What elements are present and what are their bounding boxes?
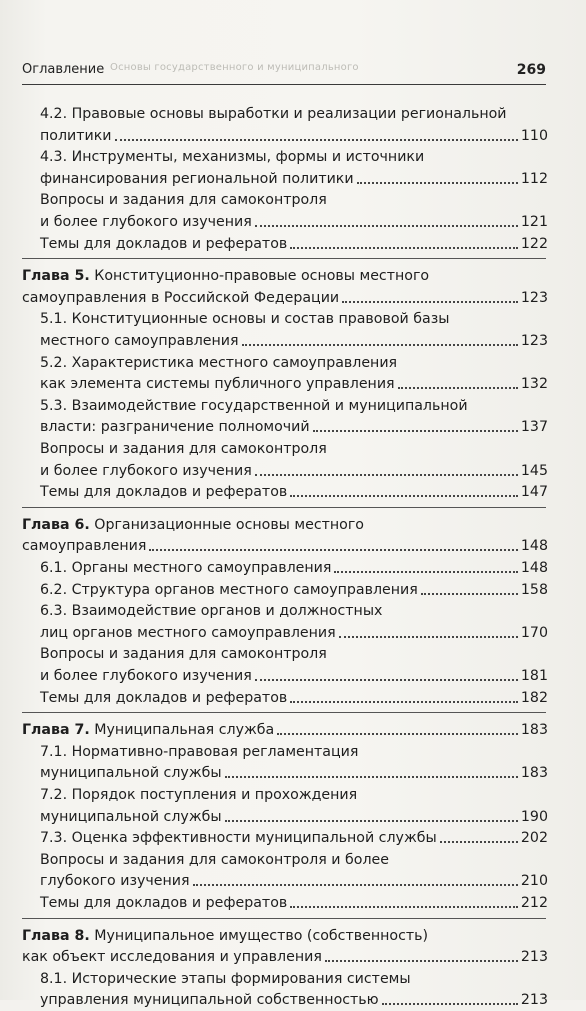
- toc-line: [40, 417, 548, 438]
- toc-text: власти: разграничение полномочий: [40, 419, 310, 436]
- toc-line: [40, 234, 548, 255]
- toc-page-number: 148: [520, 538, 548, 555]
- toc-page-number: 145: [520, 462, 548, 479]
- toc-line: [22, 720, 548, 741]
- toc-line: [40, 147, 424, 168]
- toc-page-number: 181: [520, 668, 548, 684]
- toc-page-number: 212: [520, 895, 548, 911]
- toc-line-text: [40, 603, 382, 619]
- leader-dots: [149, 536, 517, 551]
- toc-line-text: [40, 192, 327, 208]
- toc-text: 6.3. Взаимодействие органов и должностных: [40, 603, 383, 620]
- toc-text: Вопросы и задания для самоконтроля: [40, 192, 327, 209]
- toc-text: 7.2. Порядок поступления и прохождения: [40, 787, 358, 803]
- toc-line: [40, 461, 548, 482]
- leader-dots: [290, 482, 518, 497]
- toc-text: глубокого изучения: [40, 873, 190, 890]
- toc-text: 7.1. Нормативно-правовая регламентация: [40, 743, 359, 760]
- toc-line-text: [40, 441, 327, 457]
- toc-line-text: [40, 169, 354, 190]
- toc-line: [40, 439, 327, 460]
- leader-dots: [255, 461, 518, 476]
- toc-page-number: 121: [520, 214, 548, 230]
- bleed-through-text: Основы государственного и муниципального: [110, 62, 359, 73]
- toc-line: [40, 871, 548, 892]
- toc-text: 5.2. Характеристика местного самоуправления: [40, 354, 398, 371]
- toc-text: 6.2. Структура органов местного самоуправления: [40, 581, 418, 598]
- running-header-title: Оглавление: [22, 62, 105, 77]
- toc-line: [40, 893, 548, 914]
- leader-dots: [313, 417, 518, 432]
- toc-page-number: 183: [520, 722, 548, 739]
- toc-line: [40, 623, 548, 644]
- page-number: 269: [516, 62, 546, 78]
- leader-dots: [225, 763, 518, 778]
- toc-text: Темы для докладов и рефератов: [40, 484, 288, 501]
- toc-line-text: [40, 311, 449, 327]
- leader-dots: [290, 893, 518, 908]
- toc-page-number: 213: [520, 949, 548, 966]
- toc-text: 8.1. Исторические этапы формирования системы: [40, 970, 411, 987]
- toc-line: [40, 601, 382, 622]
- header-rule: [22, 84, 546, 85]
- toc-text: и более глубокого изучения: [40, 462, 252, 479]
- toc-text: самоуправления: [22, 538, 147, 555]
- toc-line-text: [40, 149, 424, 165]
- toc-line-text: [40, 126, 112, 147]
- toc-line: [40, 666, 548, 687]
- chapter-label: Глава 6.: [22, 516, 90, 533]
- toc-text: Конституционно-правовые основы местного: [94, 268, 430, 285]
- toc-page-number: 190: [520, 808, 548, 825]
- leader-dots: [193, 871, 518, 886]
- toc-line-text: [40, 623, 336, 644]
- toc-line-text: [40, 871, 190, 892]
- leader-dots: [334, 558, 517, 573]
- toc-line: [40, 850, 389, 871]
- toc-text: лиц органов местного самоуправления: [40, 624, 336, 641]
- toc-line-text: [40, 852, 389, 868]
- toc-page-number: 122: [520, 235, 548, 252]
- toc-page-number: 137: [520, 419, 548, 436]
- toc-text: 5.3. Взаимодействие государственной и муниципальной: [40, 397, 468, 414]
- toc-text: Организационные основы местного: [94, 516, 364, 533]
- toc-line-text: [40, 744, 358, 760]
- toc-line-text: [22, 288, 339, 309]
- toc-text: Темы для докладов и рефератов: [40, 895, 288, 911]
- toc-text: управления муниципальной собственностью: [40, 992, 379, 1009]
- toc-line-text: [40, 971, 411, 987]
- toc-line: [40, 558, 548, 579]
- toc-line: [22, 926, 428, 947]
- leader-dots: [242, 331, 518, 346]
- toc-line: [40, 169, 548, 190]
- toc-page-number: 147: [520, 484, 548, 501]
- toc-text: Муниципальное имущество (собственность): [94, 927, 429, 944]
- toc-line-text: [22, 517, 364, 533]
- toc-text: и более глубокого изучения: [40, 668, 252, 684]
- toc-page-number: 132: [520, 376, 548, 393]
- toc-page-number: 170: [520, 624, 548, 641]
- toc-text: Темы для докладов и рефератов: [40, 689, 288, 706]
- toc-line-text: [40, 374, 395, 395]
- toc-line: [40, 190, 327, 211]
- toc-line: [40, 331, 548, 352]
- toc-line: [22, 266, 429, 287]
- leader-dots: [255, 212, 518, 227]
- leader-dots: [339, 623, 518, 638]
- toc-line-text: [40, 763, 222, 784]
- toc-page-number: 213: [520, 992, 548, 1009]
- leader-dots: [255, 666, 518, 681]
- toc-text: местного самоуправления: [40, 333, 239, 349]
- toc-line: [22, 947, 548, 968]
- toc-line-text: [40, 355, 397, 371]
- leader-dots: [440, 828, 518, 843]
- toc-line-text: [40, 482, 287, 503]
- toc-line: [22, 536, 548, 557]
- toc-line-text: [40, 666, 252, 687]
- toc-page-number: 148: [520, 560, 548, 576]
- toc-line: [40, 644, 327, 665]
- leader-dots: [398, 374, 518, 389]
- toc-page-number: 123: [520, 289, 548, 306]
- toc-line: [40, 785, 357, 806]
- chapter-separator: [22, 507, 546, 508]
- toc-text: Вопросы и задания для самоконтроля: [40, 441, 327, 457]
- toc-line-text: [40, 461, 252, 482]
- toc-line: [40, 126, 548, 147]
- toc-line: [40, 353, 397, 374]
- toc-text: 5.1. Конституционные основы и состав правовой базы: [40, 311, 450, 328]
- toc-line-text: [40, 646, 327, 662]
- toc-line-text: [22, 928, 428, 944]
- toc-line: [40, 104, 507, 125]
- toc-line-text: [22, 268, 429, 284]
- toc-line-text: [22, 536, 146, 557]
- toc-line: [40, 396, 468, 417]
- toc-text: самоуправления в Российской Федерации: [22, 289, 340, 306]
- toc-text: муниципальной службы: [40, 765, 222, 782]
- toc-line-text: [22, 720, 274, 741]
- toc-text: финансирования региональной политики: [40, 170, 354, 187]
- toc-page-number: 202: [520, 830, 548, 847]
- chapter-label: Глава 5.: [22, 268, 90, 285]
- toc-line: [22, 515, 364, 536]
- toc-line: [22, 288, 548, 309]
- leader-dots: [382, 990, 518, 1005]
- chapter-label: Глава 8.: [22, 927, 90, 944]
- leader-dots: [290, 688, 518, 703]
- toc-text: Муниципальная служба: [94, 722, 275, 739]
- leader-dots: [115, 126, 518, 141]
- leader-dots: [277, 720, 518, 735]
- toc-text: как элемента системы публичного управления: [40, 376, 395, 393]
- toc-line: [40, 374, 548, 395]
- toc-text: Темы для докладов и рефератов: [40, 235, 288, 252]
- toc-page-number: 210: [520, 873, 548, 890]
- leader-dots: [325, 947, 518, 962]
- toc-line: [40, 763, 548, 784]
- toc-line-text: [40, 787, 357, 803]
- toc-line-text: [40, 688, 287, 709]
- toc-page-number: 158: [520, 581, 548, 598]
- toc-text: 6.1. Органы местного самоуправления: [40, 560, 332, 576]
- leader-dots: [225, 807, 518, 822]
- toc-line-text: [40, 331, 239, 352]
- toc-text: Вопросы и задания для самоконтроля: [40, 646, 327, 663]
- toc-text: и более глубокого изучения: [40, 214, 252, 230]
- chapter-label: Глава 7.: [22, 722, 90, 739]
- toc-page-number: 182: [520, 689, 548, 706]
- chapter-separator: [22, 712, 546, 713]
- toc-line: [40, 990, 548, 1011]
- leader-dots: [421, 580, 518, 595]
- toc-text: муниципальной службы: [40, 808, 222, 825]
- toc-line-text: [40, 893, 287, 914]
- toc-line: [40, 969, 411, 990]
- toc-line-text: [40, 807, 222, 828]
- leader-dots: [290, 234, 518, 249]
- toc-line: [40, 742, 358, 763]
- chapter-separator: [22, 258, 546, 259]
- toc-text: как объект исследования и управления: [22, 949, 322, 966]
- toc-page-number: 110: [520, 127, 548, 144]
- toc-line: [40, 807, 548, 828]
- toc-text: 4.3. Инструменты, механизмы, формы и источники: [40, 149, 425, 166]
- toc-line-text: [40, 234, 287, 255]
- toc-line: [40, 688, 548, 709]
- toc-line-text: [22, 947, 322, 968]
- toc-text: Вопросы и задания для самоконтроля и более: [40, 851, 389, 868]
- toc-line: [40, 828, 548, 849]
- toc-text: политики: [40, 127, 112, 144]
- toc-line-text: [40, 828, 437, 849]
- chapter-separator: [22, 918, 546, 919]
- toc-line: [40, 212, 548, 233]
- toc-line-text: [40, 580, 418, 601]
- toc-line-text: [40, 990, 379, 1011]
- toc-line-text: [40, 417, 310, 438]
- toc-page-number: 123: [520, 333, 548, 349]
- toc-line-text: [40, 398, 468, 414]
- toc-line: [40, 580, 548, 601]
- toc-text: 4.2. Правовые основы выработки и реализации региональной: [40, 106, 507, 122]
- toc-line-text: [40, 106, 507, 122]
- toc-line-text: [40, 212, 252, 233]
- toc-line: [40, 309, 449, 330]
- toc-page-number: 183: [520, 765, 548, 782]
- toc-line-text: [40, 558, 331, 579]
- toc-page-number: 112: [520, 170, 548, 187]
- leader-dots: [357, 169, 518, 184]
- toc-line: [40, 482, 548, 503]
- leader-dots: [342, 288, 518, 303]
- toc-text: 7.3. Оценка эффективности муниципальной службы: [40, 830, 437, 847]
